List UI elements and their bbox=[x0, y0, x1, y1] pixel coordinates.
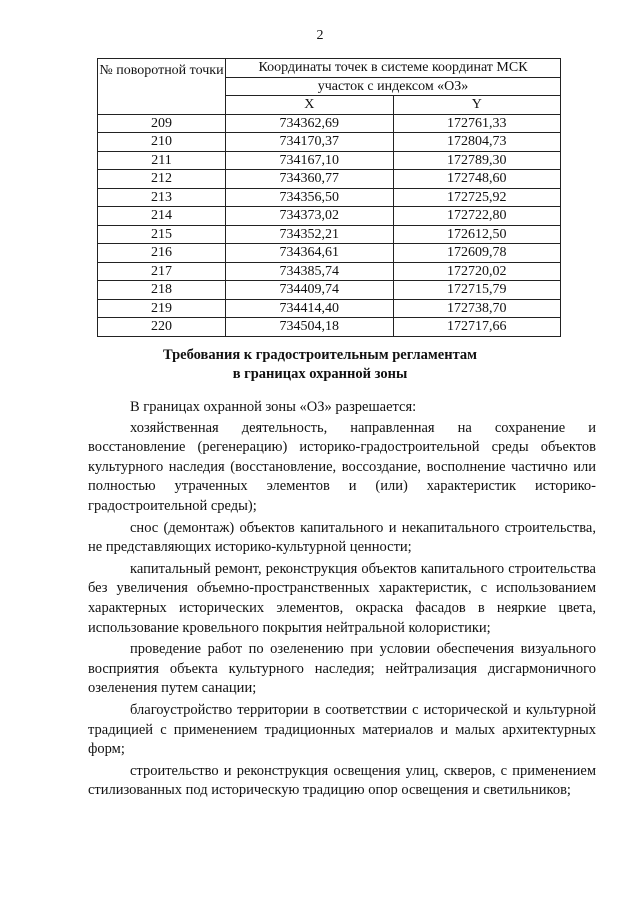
point-number-cell: 210 bbox=[98, 133, 226, 152]
x-coordinate-cell: 734504,18 bbox=[226, 318, 394, 337]
point-number-cell: 212 bbox=[98, 170, 226, 189]
point-number-cell: 215 bbox=[98, 225, 226, 244]
list-item: капитальный ремонт, реконструкция объектов капитального строительства без увеличения объемно-пространственных характеристик, с использованием характерных исторических элементов, окраска фасадов в неяркие цвета, использование кровельного покрытия нейтральной колористики; bbox=[88, 560, 596, 636]
table-row bbox=[98, 262, 561, 281]
y-coordinate-cell: 172725,92 bbox=[393, 188, 561, 207]
coordinates-table bbox=[97, 58, 561, 337]
table-row bbox=[98, 188, 561, 207]
x-coordinate-cell: 734360,77 bbox=[226, 170, 394, 189]
table-row bbox=[98, 244, 561, 263]
y-coordinate-cell: 172722,80 bbox=[393, 207, 561, 226]
page-number: 2 bbox=[316, 28, 324, 43]
y-coordinate-cell: 172612,50 bbox=[393, 225, 561, 244]
y-coordinate-cell: 172789,30 bbox=[393, 151, 561, 170]
regulations-text bbox=[88, 398, 596, 803]
y-coordinate-cell: 172738,70 bbox=[393, 299, 561, 318]
x-coordinate-cell: 734170,37 bbox=[226, 133, 394, 152]
list-item: снос (демонтаж) объектов капитального и некапитального строительства, не представляющих историко-культурной ценности; bbox=[88, 519, 596, 556]
table-row bbox=[98, 299, 561, 318]
point-number-cell: 214 bbox=[98, 207, 226, 226]
point-number-cell: 211 bbox=[98, 151, 226, 170]
x-coordinate-cell: 734362,69 bbox=[226, 114, 394, 133]
y-coordinate-cell: 172748,60 bbox=[393, 170, 561, 189]
table-row bbox=[98, 225, 561, 244]
heading-line-1: Требования к градостроительным регламентам bbox=[162, 347, 478, 363]
table-row bbox=[98, 114, 561, 133]
y-coordinate-cell: 172720,02 bbox=[393, 262, 561, 281]
y-coordinate-cell: 172609,78 bbox=[393, 244, 561, 263]
table-row bbox=[98, 133, 561, 152]
y-coordinate-cell: 172761,33 bbox=[393, 114, 561, 133]
y-coordinate-cell: 172804,73 bbox=[393, 133, 561, 152]
point-number-cell: 220 bbox=[98, 318, 226, 337]
intro-paragraph: В границах охранной зоны «ОЗ» разрешается: bbox=[130, 399, 417, 415]
table-row bbox=[98, 151, 561, 170]
x-coordinate-cell: 734364,61 bbox=[226, 244, 394, 263]
list-item: проведение работ по озеленению при условии обеспечения визуального восприятия объекта культурного наследия; нейтрализация дисгармоничного озеленения путем санации; bbox=[88, 641, 596, 697]
point-number-cell: 213 bbox=[98, 188, 226, 207]
list-item: благоустройство территории в соответствии с исторической и культурной традицией с применением традиционных материалов и малых архитектурных форм; bbox=[88, 701, 596, 758]
point-number-cell: 219 bbox=[98, 299, 226, 318]
point-number-cell: 216 bbox=[98, 244, 226, 263]
list-item: хозяйственная деятельность, направленная на сохранение и восстановление (регенерацию) историко-градостроительной среды объектов культурного наследия (восстановление, воссоздание, восполнение частично или полностью утраченных элементов и (или) характеристик историко-градостроительной среды); bbox=[88, 419, 596, 514]
x-coordinate-cell: 734385,74 bbox=[226, 262, 394, 281]
point-number-cell: 218 bbox=[98, 281, 226, 300]
x-coordinate-cell: 734167,10 bbox=[226, 151, 394, 170]
y-coordinate-cell: 172717,66 bbox=[393, 318, 561, 337]
x-coordinate-cell: 734373,02 bbox=[226, 207, 394, 226]
x-coordinate-cell: 734352,21 bbox=[226, 225, 394, 244]
x-coordinate-cell: 734356,50 bbox=[226, 188, 394, 207]
y-column-header: Y bbox=[393, 96, 561, 115]
x-column-header: X bbox=[226, 96, 394, 115]
table-row bbox=[98, 318, 561, 337]
table-row bbox=[98, 281, 561, 300]
x-coordinate-cell: 734414,40 bbox=[226, 299, 394, 318]
point-number-cell: 217 bbox=[98, 262, 226, 281]
point-number-cell: 209 bbox=[98, 114, 226, 133]
coordinates-header: Координаты точек в системе координат МСК bbox=[226, 59, 561, 78]
plot-index-header: участок с индексом «ОЗ» bbox=[226, 77, 561, 96]
turning-point-header: № поворотной точки bbox=[98, 59, 226, 115]
heading-line-2: в границах охранной зоны bbox=[232, 366, 408, 382]
x-coordinate-cell: 734409,74 bbox=[226, 281, 394, 300]
section-heading bbox=[0, 346, 640, 384]
table-row bbox=[98, 170, 561, 189]
list-item: строительство и реконструкция освещения улиц, скверов, с применением стилизованных под историческую традицию опор освещения и светильников; bbox=[88, 762, 596, 799]
y-coordinate-cell: 172715,79 bbox=[393, 281, 561, 300]
table-row bbox=[98, 207, 561, 226]
